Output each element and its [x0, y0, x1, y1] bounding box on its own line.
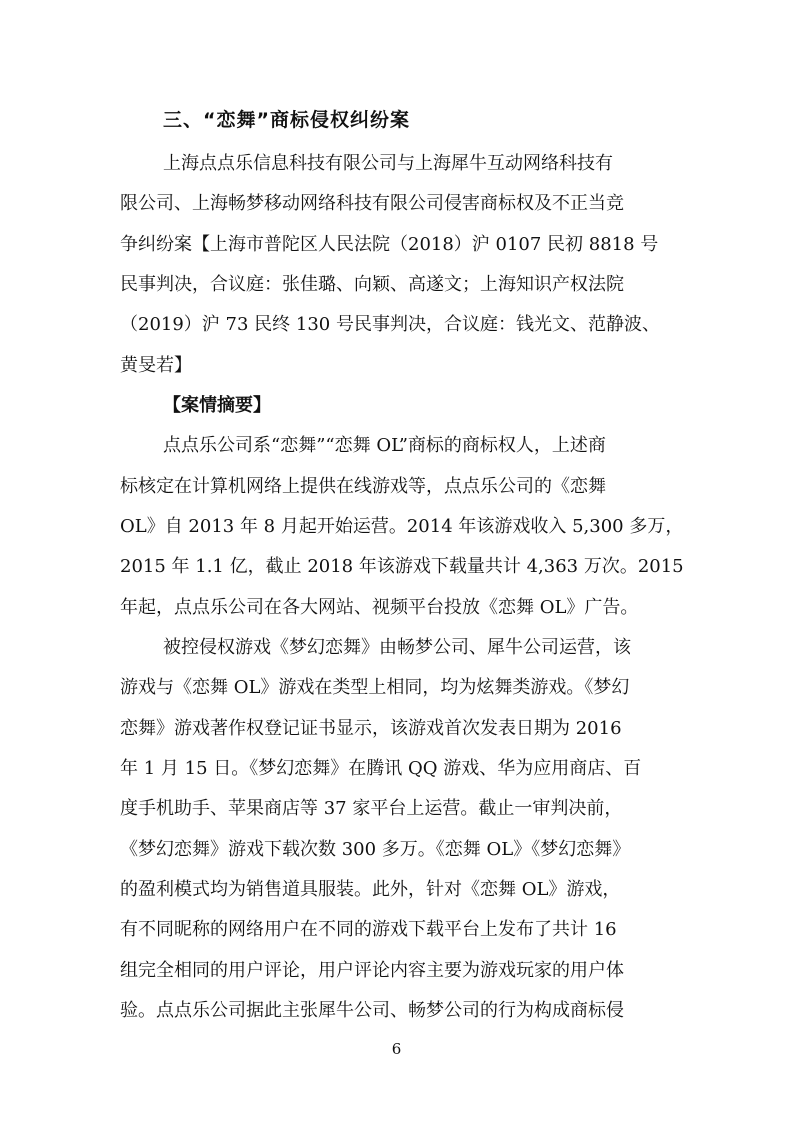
- paragraph-line: OL》自 2013 年 8 月起开始运营。2014 年该游戏收入 5,300 多万，: [120, 516, 684, 537]
- paragraph-line: 点点乐公司系“恋舞”“恋舞 OL”商标的商标权人，上述商: [163, 435, 606, 456]
- paragraph-line: 的盈利模式均为销售道具服装。此外，针对《恋舞 OL》游戏，: [120, 879, 621, 900]
- case-line: 争纠纷案【上海市普陀区人民法院（2018）沪 0107 民初 8818 号: [120, 234, 659, 255]
- case-line: 民事判决，合议庭：张佳璐、向颖、高遂文；上海知识产权法院: [120, 274, 624, 295]
- case-line: 限公司、上海畅梦移动网络科技有限公司侵害商标权及不正当竞: [120, 193, 624, 214]
- paragraph-line: 度手机助手、苹果商店等 37 家平台上运营。截止一审判决前，: [120, 798, 623, 819]
- paragraph-line: 标核定在计算机网络上提供在线游戏等，点点乐公司的《恋舞: [120, 476, 606, 497]
- paragraph-line: 年 1 月 15 日。《梦幻恋舞》在腾讯 QQ 游戏、华为应用商店、百: [120, 758, 642, 779]
- section-title: 三、“恋舞”商标侵权纠纷案: [163, 109, 410, 131]
- paragraph-line: 组完全相同的用户评论，用户评论内容主要为游戏玩家的用户体: [120, 960, 624, 981]
- page-number: 6: [391, 1040, 402, 1058]
- paragraph-line: 年起，点点乐公司在各大网站、视频平台投放《恋舞 OL》广告。: [120, 597, 639, 618]
- paragraph-line: 验。点点乐公司据此主张犀牛公司、畅梦公司的行为构成商标侵: [120, 1000, 624, 1021]
- paragraph-line: 《梦幻恋舞》游戏下载次数 300 多万。《恋舞 OL》《梦幻恋舞》: [120, 839, 631, 860]
- case-line: 黄旻若】: [120, 355, 192, 376]
- paragraph-line: 恋舞》游戏著作权登记证书显示，该游戏首次发表日期为 2016: [120, 718, 622, 739]
- summary-heading: 【案情摘要】: [163, 395, 271, 416]
- case-line: 上海点点乐信息科技有限公司与上海犀牛互动网络科技有: [163, 153, 613, 174]
- paragraph-line: 有不同昵称的网络用户在不同的游戏下载平台上发布了共计 16: [120, 919, 617, 940]
- case-line: （2019）沪 73 民终 130 号民事判决，合议庭：钱光文、范静波、: [120, 314, 660, 335]
- paragraph-line: 2015 年 1.1 亿，截止 2018 年该游戏下载量共计 4,363 万次。2015: [120, 556, 684, 577]
- paragraph-line: 游戏与《恋舞 OL》游戏在类型上相同，均为炫舞类游戏。《梦幻: [120, 677, 630, 698]
- paragraph-line: 被控侵权游戏《梦幻恋舞》由畅梦公司、犀牛公司运营，该: [163, 637, 631, 658]
